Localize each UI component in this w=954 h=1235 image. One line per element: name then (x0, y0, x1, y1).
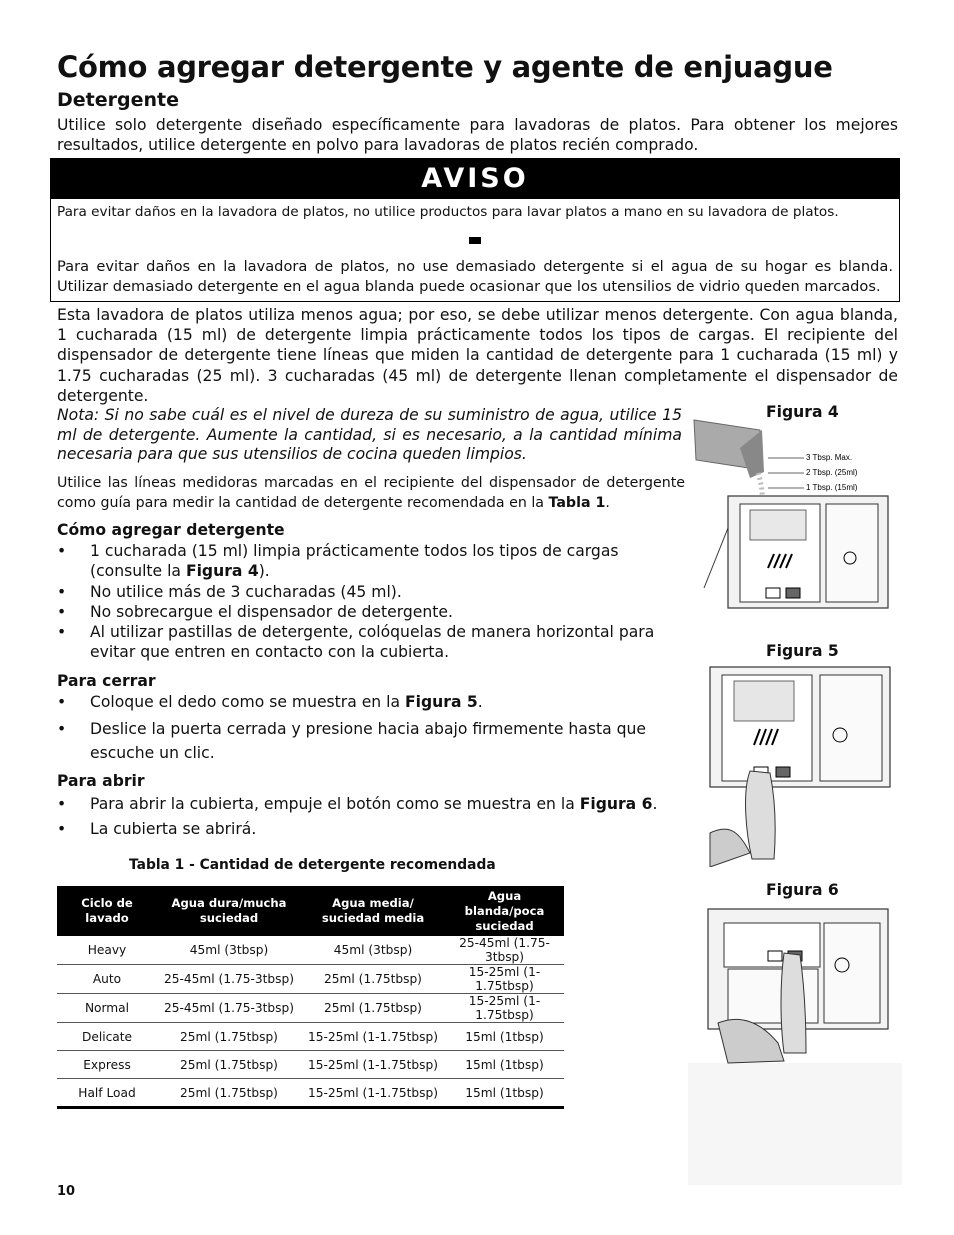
cell: 45ml (3tbsp) (157, 936, 301, 965)
column-header: Agua blanda/poca suciedad (445, 886, 564, 936)
table-row (57, 936, 564, 965)
close-heading: Para cerrar (57, 672, 156, 690)
cell: 45ml (3tbsp) (301, 936, 445, 965)
list-item: • 1 cucharada (15 ml) limpia prácticamente todos los tipos de cargas (consulte la Figura 4). (57, 542, 619, 581)
intro-paragraph: Utilice solo detergente diseñado específicamente para lavadoras de platos. Para obtener los mejores resultados, utilice detergente en polvo para lavadoras de platos recién comprado. (57, 116, 898, 155)
table-caption: Tabla 1 - Cantidad de detergente recomendada (129, 857, 496, 873)
notice-text-1: Para evitar daños en la lavadora de platos, no utilice productos para lavar platos a mano en su lavadora de platos. (57, 204, 839, 220)
cell: 15ml (1tbsp) (445, 1051, 564, 1079)
cell: Express (57, 1051, 157, 1079)
body-paragraph: Esta lavadora de platos utiliza menos agua; por eso, se debe utilizar menos detergente. Con agua blanda, 1 cucharada (15 ml) de detergente limpia prácticamente todos los tipos de cargas. El recipiente del dispensador de detergente tiene líneas que miden la cantidad de detergente para 1 cucharada (15 ml) y 1.75 cucharadas (25 ml). 3 cucharadas (45 ml) de detergente llenan completamente el dispensador de detergente. (57, 306, 898, 405)
cell: Delicate (57, 1023, 157, 1051)
cell: Heavy (57, 936, 157, 965)
measure-text-end: . (605, 494, 610, 511)
notice-heading: AVISO (51, 159, 899, 199)
cell: 15-25ml (1-1.75tbsp) (301, 1023, 445, 1051)
cell: 15-25ml (1-1.75tbsp) (445, 965, 564, 994)
cell: 15ml (1tbsp) (445, 1079, 564, 1108)
table-row (57, 1079, 564, 1108)
close-list (57, 692, 687, 765)
measure-paragraph (57, 474, 685, 513)
list-item: • No sobrecargue el dispensador de detergente. (57, 602, 453, 621)
bullet: • (57, 820, 67, 839)
section-heading: Detergente (57, 89, 179, 111)
list-item: • La cubierta se abrirá. (57, 820, 257, 839)
detergent-table (57, 886, 564, 1109)
figure-6-label: Figura 6 (766, 881, 839, 899)
cell: 15-25ml (1-1.75tbsp) (445, 994, 564, 1023)
figure-4-label: Figura 4 (766, 403, 839, 421)
column-header: Agua dura/mucha suciedad (157, 886, 301, 936)
note-paragraph: Nota: Si no sabe cuál es el nivel de dureza de su suministro de agua, utilice 15 ml de detergente. Aumente la cantidad, si es necesario, a la cantidad mínima necesaria para que sus utensilios de cocina queden limpios. (57, 406, 682, 464)
measure-text: Utilice las líneas medidoras marcadas en el recipiente del dispensador de detergente como guía para medir la cantidad de detergente recomendada en la (57, 475, 685, 511)
cell: 25ml (1.75tbsp) (157, 1051, 301, 1079)
mark-1tbsp: 1 Tbsp. (15ml) (806, 483, 858, 492)
list-item: • Al utilizar pastillas de detergente, colóquelas de manera horizontal para evitar que entren en contacto con la cubierta. (57, 623, 655, 662)
cell: 15-25ml (1-1.75tbsp) (301, 1079, 445, 1108)
table-row (57, 1051, 564, 1079)
bullet: • (57, 602, 67, 621)
table-row (57, 994, 564, 1023)
column-header: Agua media/ suciedad media (301, 886, 445, 936)
list-item: • Deslice la puerta cerrada y presione hacia abajo firmemente hasta que escuche un clic. (57, 717, 687, 765)
notice-text-2: Para evitar daños en la lavadora de platos, no use demasiado detergente si el agua de su hogar es blanda. Utilizar demasiado detergente en el agua blanda puede ocasionar que los utensilios de vidrio queden marcados. (57, 258, 893, 295)
list-item: • Para abrir la cubierta, empuje el botón como se muestra en la Figura 6. (57, 795, 658, 813)
cell: 25ml (1.75tbsp) (157, 1079, 301, 1108)
table-row (57, 965, 564, 994)
table-header-row (57, 886, 564, 936)
cell: 25-45ml (1.75-3tbsp) (445, 936, 564, 965)
cell: Half Load (57, 1079, 157, 1108)
separator-square (469, 237, 481, 244)
bullet: • (57, 582, 67, 601)
bullet: • (57, 795, 67, 813)
bullet: • (57, 542, 67, 560)
table-ref: Tabla 1 (548, 494, 606, 511)
figure-4-dispenser-illustration (690, 418, 898, 628)
cell: 25ml (1.75tbsp) (157, 1023, 301, 1051)
notice-box (50, 158, 900, 302)
bullet: • (57, 720, 67, 739)
cell: 15-25ml (1-1.75tbsp) (301, 1051, 445, 1079)
page-number: 10 (57, 1184, 76, 1199)
open-heading: Para abrir (57, 772, 145, 790)
add-list (57, 541, 687, 663)
page-title: Cómo agregar detergente y agente de enjuague (57, 50, 833, 84)
cell: Auto (57, 965, 157, 994)
table-row (57, 1023, 564, 1051)
figure-5-label: Figura 5 (766, 642, 839, 660)
cell: 25-45ml (1.75-3tbsp) (157, 965, 301, 994)
cell: 15ml (1tbsp) (445, 1023, 564, 1051)
column-header: Ciclo de lavado (57, 886, 157, 936)
cell: Normal (57, 994, 157, 1023)
cell: 25-45ml (1.75-3tbsp) (157, 994, 301, 1023)
cell: 25ml (1.75tbsp) (301, 994, 445, 1023)
list-item: • No utilice más de 3 cucharadas (45 ml). (57, 582, 402, 601)
add-heading: Cómo agregar detergente (57, 521, 285, 539)
mark-3tbsp: 3 Tbsp. Max. (806, 453, 853, 462)
list-item: • Coloque el dedo como se muestra en la Figura 5. (57, 693, 483, 711)
bullet: • (57, 693, 67, 711)
figure-6-open-illustration (688, 903, 902, 1185)
cell: 25ml (1.75tbsp) (301, 965, 445, 994)
bullet: • (57, 623, 67, 642)
open-list (57, 794, 697, 840)
figure-5-close-illustration (690, 663, 898, 867)
mark-2tbsp: 2 Tbsp. (25ml) (806, 468, 858, 477)
